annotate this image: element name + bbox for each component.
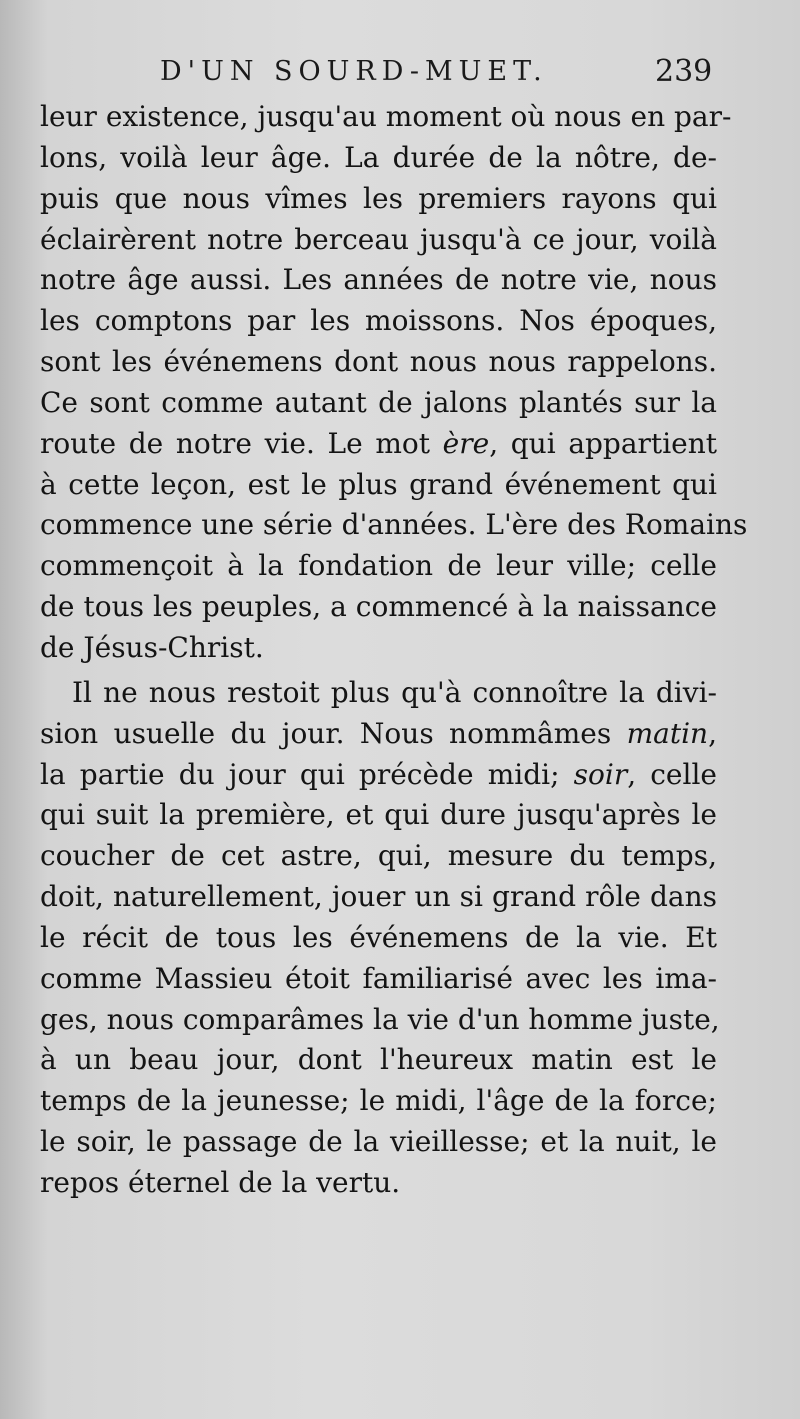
text-segment: lons, voilà leur âge. La durée de la nôtre, de- [40, 140, 717, 174]
italic-term: matin [626, 716, 709, 750]
paragraph [40, 673, 720, 1204]
paragraph [40, 97, 748, 669]
text-line [40, 714, 717, 755]
text-segment: , qui appartient [489, 426, 717, 460]
running-title: D'UN SOURD-MUET. [160, 56, 548, 87]
text-segment: à cette leçon, est le plus grand événement qui [40, 467, 717, 501]
text-line [40, 97, 732, 138]
text-line [40, 836, 717, 877]
text-segment: à un beau jour, dont l'heureux matin est le [40, 1043, 717, 1077]
text-line [40, 1000, 720, 1041]
text-line [40, 877, 717, 918]
italic-term: soir [573, 757, 628, 791]
text-segment: la partie du jour qui précède midi; [40, 757, 574, 791]
text-line [40, 465, 717, 506]
text-segment: , [708, 716, 717, 750]
text-line [40, 959, 717, 1000]
text-segment: sont les événemens dont nous nous rappelons. [40, 345, 717, 379]
text-line [40, 546, 717, 587]
text-segment: éclairèrent notre berceau jusqu'à ce jour, voilà [40, 222, 717, 256]
text-segment: leur existence, jusqu'au moment où nous en par- [40, 100, 732, 133]
text-line [40, 383, 717, 424]
text-segment: commençoit à la fondation de leur ville; celle [40, 549, 717, 583]
text-line [40, 260, 717, 301]
text-segment: qui suit la première, et qui dure jusqu'après le [40, 798, 717, 832]
text-line [40, 1163, 717, 1204]
text-line [40, 179, 717, 220]
text-segment: Il ne nous restoit plus qu'à connoître la divi- [72, 675, 717, 709]
text-line [40, 795, 717, 836]
text-segment: Ce sont comme autant de jalons plantés sur la [40, 385, 717, 419]
text-line [40, 342, 717, 383]
text-segment: notre âge aussi. Les années de notre vie, nous [40, 263, 717, 297]
text-segment: de Jésus-Christ. [40, 630, 264, 664]
page-header [0, 52, 800, 100]
text-segment: le récit de tous les événemens de la vie. Et [40, 920, 717, 954]
italic-term: ère [442, 426, 490, 460]
text-segment: les comptons par les moissons. Nos époques, [40, 304, 717, 338]
text-segment: route de notre vie. Le mot [40, 426, 443, 460]
text-line [40, 138, 717, 179]
text-segment: doit, naturellement, jouer un si grand rôle dans [40, 880, 717, 914]
text-line [40, 505, 748, 546]
body-text [40, 97, 748, 1204]
text-segment: le soir, le passage de la vieillesse; et la nuit, le [40, 1125, 717, 1159]
text-line [40, 301, 717, 342]
text-segment: repos éternel de la vertu. [40, 1165, 401, 1199]
text-line [40, 673, 717, 714]
text-segment: sion usuelle du jour. Nous nommâmes [40, 716, 627, 750]
text-segment: puis que nous vîmes les premiers rayons qui [40, 181, 717, 215]
text-line [40, 220, 717, 261]
text-segment: temps de la jeunesse; le midi, l'âge de la force; [40, 1084, 717, 1118]
text-segment: , celle [627, 757, 717, 791]
text-line [40, 918, 717, 959]
page-number: 239 [655, 54, 713, 89]
text-segment: de tous les peuples, a commencé à la naissance [40, 590, 717, 624]
text-line [40, 1081, 717, 1122]
text-line [40, 755, 717, 796]
text-segment: commence une série d'années. L'ère des Romains [40, 508, 748, 542]
text-line [40, 587, 717, 628]
text-line [40, 1040, 717, 1081]
text-segment: comme Massieu étoit familiarisé avec les ima- [40, 961, 717, 995]
text-line [40, 1122, 717, 1163]
text-line [40, 628, 717, 669]
text-segment: ges, nous comparâmes la vie d'un homme juste, [40, 1002, 720, 1036]
text-line [40, 424, 717, 465]
text-segment: coucher de cet astre, qui, mesure du temps, [40, 839, 717, 873]
